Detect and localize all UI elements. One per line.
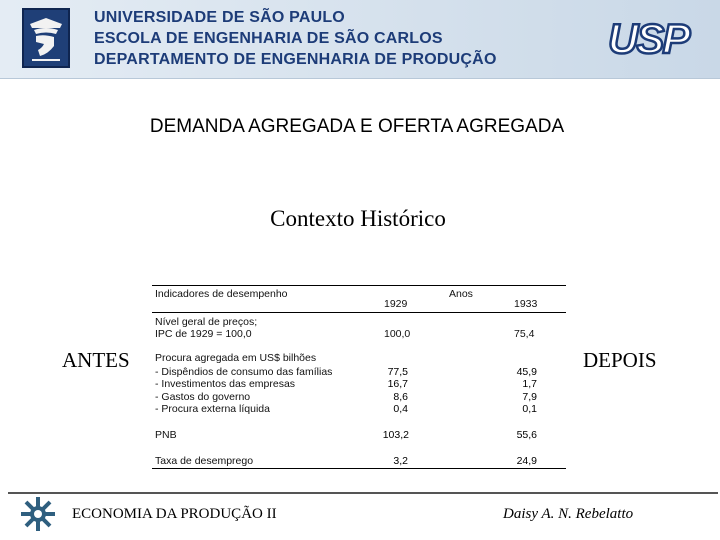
author-name: Daisy A. N. Rebelatto <box>503 506 634 522</box>
header-indicators: Indicadores de desempenho <box>155 288 288 300</box>
header-year-1933: 1933 <box>514 298 538 310</box>
row-unemployment-1929: 3,2 <box>393 455 408 467</box>
page-subtitle: Contexto Histórico <box>270 206 446 231</box>
page-title: DEMANDA AGREGADA E OFERTA AGREGADA <box>149 116 565 137</box>
row-consumption-1933: 45,9 <box>516 366 537 378</box>
footer-divider <box>8 492 718 494</box>
row-investment-1929: 16,7 <box>387 378 408 390</box>
table-header-rule <box>152 312 566 313</box>
header-banner <box>0 0 720 79</box>
row-demand-consumption: - Dispêndios de consumo das famílias <box>155 366 333 378</box>
row-price-1933: 75,4 <box>514 328 535 340</box>
row-pnb-1929: 103,2 <box>382 429 409 441</box>
usp-logo-text: USP <box>608 15 689 59</box>
header-years: Anos <box>449 288 473 300</box>
eesc-logo-icon <box>22 8 70 68</box>
header-year-1929: 1929 <box>384 298 408 310</box>
department-name: DEPARTAMENTO DE ENGENHARIA DE PRODUÇÃO <box>94 51 497 68</box>
row-pnb-1933: 55,6 <box>516 429 537 441</box>
row-investment-1933: 1,7 <box>522 378 537 390</box>
row-price-label-1: Nível geral de preços; <box>155 316 258 328</box>
university-name: UNIVERSIDADE DE SÃO PAULO <box>94 9 345 26</box>
row-price-label-2: IPC de 1929 = 100,0 <box>155 328 252 340</box>
row-unemployment-label: Taxa de desemprego <box>155 455 254 467</box>
row-government-1929: 8,6 <box>393 391 408 403</box>
school-name: ESCOLA DE ENGENHARIA DE SÃO CARLOS <box>94 30 443 47</box>
row-consumption-1929: 77,5 <box>387 366 408 378</box>
row-demand-net-exports: - Procura externa líquida <box>155 403 270 415</box>
row-pnb-label: PNB <box>155 429 177 441</box>
row-price-1929: 100,0 <box>384 328 411 340</box>
row-demand-investment: - Investimentos das empresas <box>155 378 296 390</box>
row-government-1933: 7,9 <box>522 391 537 403</box>
row-demand-title: Procura agregada em US$ bilhões <box>155 352 317 364</box>
table-top-rule <box>152 285 566 286</box>
row-demand-government: - Gastos do governo <box>155 391 251 403</box>
label-after: DEPOIS <box>583 348 657 372</box>
engineering-emblem-icon <box>18 494 58 534</box>
row-unemployment-1933: 24,9 <box>516 455 537 467</box>
usp-logo-icon <box>606 15 698 59</box>
course-name: ECONOMIA DA PRODUÇÃO II <box>72 506 277 522</box>
label-before: ANTES <box>62 348 130 372</box>
row-net-exports-1929: 0,4 <box>393 403 408 415</box>
table-bottom-rule <box>152 468 566 469</box>
row-net-exports-1933: 0,1 <box>522 403 537 415</box>
